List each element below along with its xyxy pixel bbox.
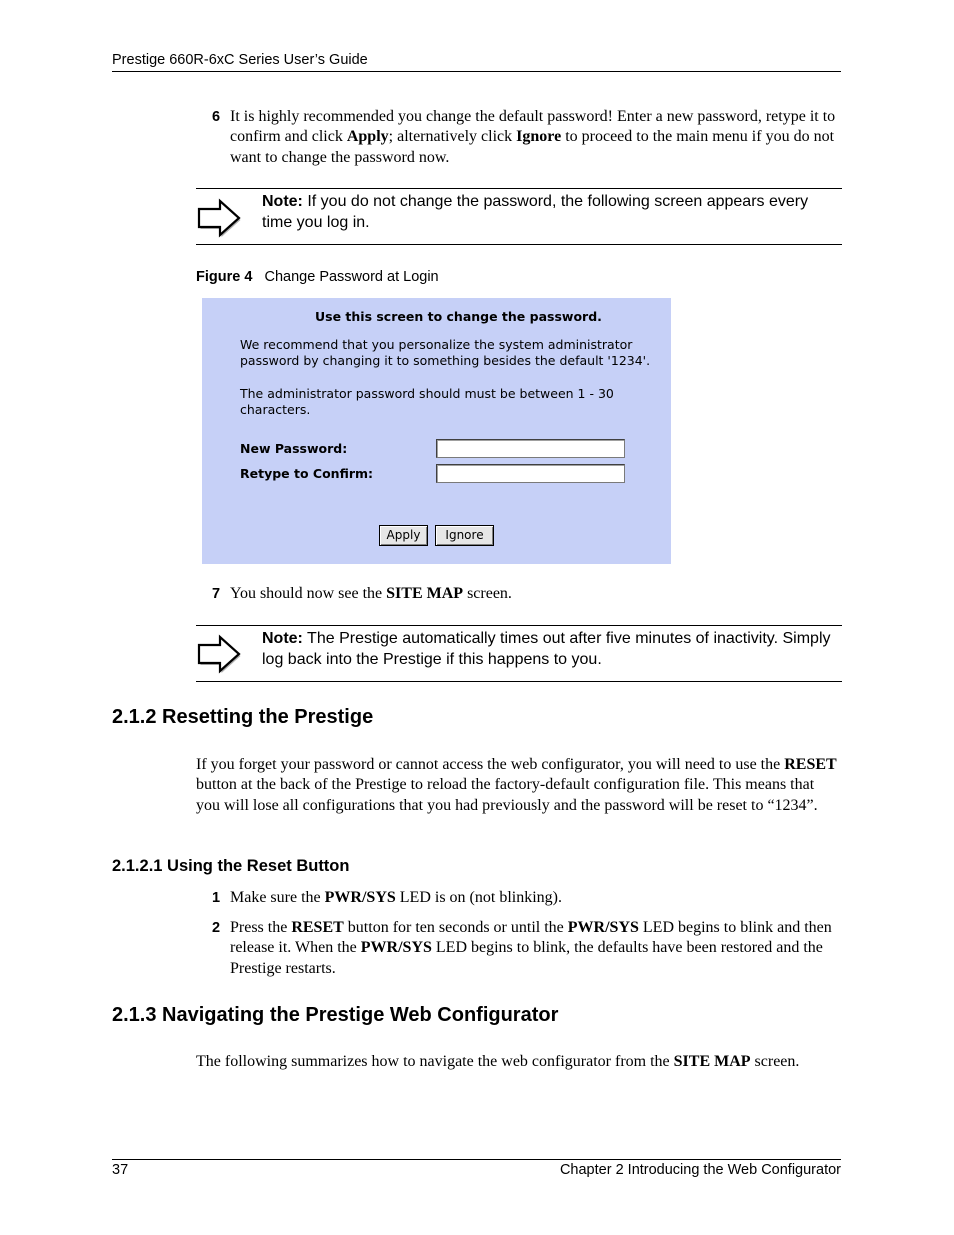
ignore-button[interactable]: Ignore (435, 525, 494, 546)
retype-password-label: Retype to Confirm: (240, 466, 374, 481)
new-password-input[interactable] (436, 439, 625, 458)
chapter-title: Chapter 2 Introducing the Web Configurator (559, 1162, 841, 1178)
step-number: 2 (212, 920, 221, 936)
section-paragraph: If you forget your password or cannot access the web configurator, you will need to use the RESET button at the back of the Prestige to reload the factory-default configuration file. This means that you will lose all configurations that you had previously and the password will be reset to “1234”. (196, 756, 837, 814)
reset-step-1 (196, 888, 841, 908)
change-password-screen (202, 298, 671, 564)
running-header: Prestige 660R-6xC Series User’s Guide (112, 52, 368, 68)
footer-rule (112, 1159, 841, 1160)
reset-step-2 (196, 918, 841, 979)
apply-button[interactable]: Apply (379, 525, 428, 546)
figure-caption: Figure 4 Change Password at Login (196, 269, 439, 285)
step-number: 6 (212, 109, 221, 125)
step-text: Make sure the PWR/SYS LED is on (not blinking). (230, 889, 562, 906)
step-number: 1 (212, 890, 221, 906)
section-heading-2-1-2: 2.1.2 Resetting the Prestige (112, 706, 374, 728)
note-text: Note: If you do not change the password, the following screen appears every time you log in. (262, 193, 809, 231)
step-text: You should now see the SITE MAP screen. (230, 585, 512, 602)
section-heading-2-1-3: 2.1.3 Navigating the Prestige Web Configurator (112, 1004, 559, 1026)
arrow-right-outline-icon (196, 197, 242, 239)
new-password-label: New Password: (240, 441, 348, 456)
header-rule (112, 71, 841, 72)
screen-paragraph-1: We recommend that you personalize the system administrator password by changing it to something besides the default '1234'. (240, 337, 651, 369)
section-paragraph: The following summarizes how to navigate the web configurator from the SITE MAP screen. (196, 1053, 800, 1070)
step-6 (196, 107, 841, 168)
retype-password-input[interactable] (436, 464, 625, 483)
screen-heading: Use this screen to change the password. (315, 309, 602, 324)
note-box (196, 625, 842, 682)
page-number: 37 (112, 1162, 129, 1178)
note-box (196, 188, 842, 245)
step-text: It is highly recommended you change the default password! Enter a new password, retype it to confirm and click Apply; alternatively click Ignore to proceed to the main menu if you do not want to change the password now. (230, 108, 836, 166)
note-text: Note: The Prestige automatically times out after five minutes of inactivity. Simply log back into the Prestige if this happens to you. (262, 630, 831, 668)
section-heading-2-1-2-1: 2.1.2.1 Using the Reset Button (112, 857, 350, 875)
arrow-right-outline-icon (196, 633, 242, 675)
step-7 (196, 584, 841, 604)
step-text: Press the RESET button for ten seconds or until the PWR/SYS LED begins to blink and then release it. When the PWR/SYS LED begins to blink, the defaults have been restored and the Prestige restarts. (230, 919, 832, 977)
step-number: 7 (212, 586, 221, 602)
screen-paragraph-2: The administrator password should must be between 1 - 30 characters. (240, 386, 614, 418)
